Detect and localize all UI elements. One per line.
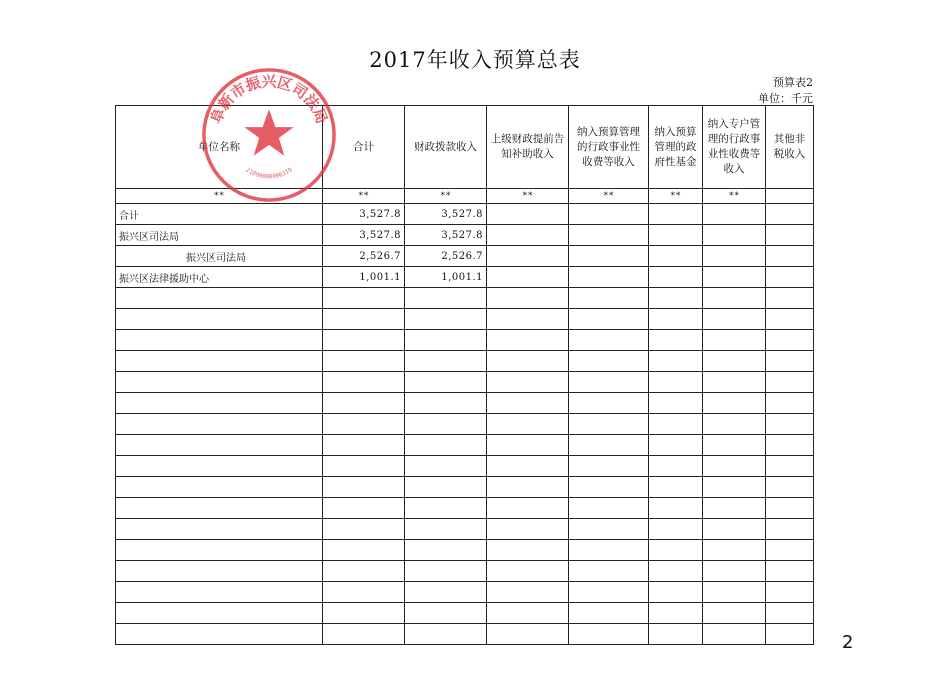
unit-name-cell: 振兴区法律援助中心 [116,267,323,288]
empty-cell [569,393,649,414]
empty-cell [405,351,487,372]
empty-cell [487,624,569,645]
empty-cell [116,330,323,351]
empty-cell [649,582,703,603]
empty-cell [766,246,814,267]
empty-cell [649,435,703,456]
mark-cell: ** [487,189,569,204]
empty-cell [569,603,649,624]
empty-cell [569,519,649,540]
table-row [116,204,814,225]
empty-cell [649,204,703,225]
empty-cell [766,267,814,288]
empty-table-row [116,393,814,414]
empty-cell [703,456,766,477]
budget-table-container [115,105,813,645]
empty-cell [116,540,323,561]
empty-cell [649,519,703,540]
empty-cell [766,225,814,246]
empty-cell [766,288,814,309]
header-row [116,106,814,189]
empty-cell [766,519,814,540]
empty-table-row [116,372,814,393]
empty-cell [405,582,487,603]
empty-cell [405,519,487,540]
empty-cell [766,435,814,456]
unit-name-cell: 合计 [116,204,323,225]
empty-cell [116,372,323,393]
empty-cell [703,372,766,393]
empty-cell [405,435,487,456]
empty-cell [569,372,649,393]
empty-cell [766,456,814,477]
empty-cell [323,456,405,477]
budget-table [115,105,814,645]
empty-cell [569,288,649,309]
empty-cell [703,624,766,645]
empty-cell [116,456,323,477]
empty-cell [487,204,569,225]
empty-cell [766,477,814,498]
empty-table-row [116,603,814,624]
empty-cell [323,288,405,309]
empty-cell [649,477,703,498]
empty-cell [487,288,569,309]
empty-cell [487,246,569,267]
empty-cell [649,393,703,414]
empty-cell [649,246,703,267]
empty-cell [116,561,323,582]
empty-cell [649,540,703,561]
empty-table-row [116,624,814,645]
empty-cell [487,540,569,561]
empty-cell [116,309,323,330]
empty-cell [703,204,766,225]
empty-cell [703,267,766,288]
empty-cell [569,204,649,225]
empty-cell [323,498,405,519]
empty-cell [703,603,766,624]
header-admin-fee-income: 纳入预算管理的行政事业性收费等收入 [569,106,649,189]
empty-cell [649,498,703,519]
mark-cell [766,189,814,204]
empty-cell [569,456,649,477]
empty-table-row [116,519,814,540]
empty-cell [703,309,766,330]
table-row [116,246,814,267]
empty-cell [703,414,766,435]
unit-label: 单位：千元 [758,92,813,105]
empty-cell [487,267,569,288]
empty-table-row [116,540,814,561]
empty-cell [116,498,323,519]
empty-cell [569,435,649,456]
header-superior-subsidy: 上级财政提前告知补助收入 [487,106,569,189]
empty-cell [323,540,405,561]
empty-cell [405,456,487,477]
empty-table-row [116,498,814,519]
empty-cell [405,372,487,393]
empty-cell [649,267,703,288]
empty-cell [766,330,814,351]
header-fiscal-appropriation: 财政拨款收入 [405,106,487,189]
empty-cell [766,540,814,561]
empty-cell [766,498,814,519]
empty-cell [116,351,323,372]
empty-cell [703,330,766,351]
mark-cell: ** [323,189,405,204]
empty-cell [649,372,703,393]
empty-cell [766,351,814,372]
fiscal-cell: 3,527.8 [405,204,487,225]
empty-cell [649,330,703,351]
empty-cell [649,288,703,309]
empty-cell [405,498,487,519]
empty-cell [766,372,814,393]
marks-row [116,189,814,204]
total-cell: 3,527.8 [323,225,405,246]
empty-cell [569,582,649,603]
empty-cell [569,477,649,498]
unit-name-cell: 振兴区司法局 [116,246,323,267]
total-cell: 3,527.8 [323,204,405,225]
empty-table-row [116,456,814,477]
empty-cell [487,456,569,477]
table-row [116,225,814,246]
empty-cell [323,435,405,456]
empty-cell [487,519,569,540]
empty-cell [116,393,323,414]
empty-cell [116,519,323,540]
empty-cell [766,309,814,330]
empty-cell [487,393,569,414]
empty-cell [323,582,405,603]
empty-cell [405,624,487,645]
header-other-nontax: 其他非税收入 [766,106,814,189]
empty-cell [487,330,569,351]
empty-cell [323,351,405,372]
empty-cell [703,288,766,309]
empty-cell [766,561,814,582]
empty-cell [703,540,766,561]
empty-cell [405,414,487,435]
empty-cell [569,540,649,561]
empty-cell [703,561,766,582]
empty-cell [487,561,569,582]
empty-cell [323,603,405,624]
seal-text: 阜新市振兴区司法局 [207,73,331,127]
empty-cell [569,624,649,645]
empty-table-row [116,582,814,603]
empty-cell [703,351,766,372]
empty-cell [323,372,405,393]
empty-table-row [116,435,814,456]
total-cell: 2,526.7 [323,246,405,267]
empty-cell [487,309,569,330]
empty-cell [487,582,569,603]
empty-cell [487,603,569,624]
empty-cell [116,603,323,624]
empty-table-row [116,477,814,498]
empty-cell [649,414,703,435]
header-government-fund: 纳入预算管理的政府性基金 [649,106,703,189]
empty-cell [487,498,569,519]
fiscal-cell: 1,001.1 [405,267,487,288]
table-row [116,267,814,288]
empty-cell [323,309,405,330]
empty-cell [323,477,405,498]
empty-cell [116,435,323,456]
empty-cell [766,414,814,435]
empty-cell [405,288,487,309]
empty-cell [569,330,649,351]
empty-cell [487,414,569,435]
fiscal-cell: 2,526.7 [405,246,487,267]
empty-cell [649,225,703,246]
empty-cell [323,519,405,540]
empty-cell [703,519,766,540]
mark-cell: ** [703,189,766,204]
empty-cell [649,624,703,645]
mark-cell: ** [405,189,487,204]
header-special-account-fee: 纳入专户管理的行政事业性收费等收入 [703,106,766,189]
empty-cell [569,267,649,288]
empty-cell [703,246,766,267]
empty-cell [703,477,766,498]
empty-cell [116,288,323,309]
empty-cell [323,414,405,435]
empty-cell [323,393,405,414]
empty-cell [569,561,649,582]
empty-cell [405,393,487,414]
empty-cell [649,603,703,624]
empty-table-row [116,414,814,435]
empty-cell [487,372,569,393]
empty-cell [569,225,649,246]
empty-cell [703,435,766,456]
empty-cell [405,603,487,624]
empty-cell [405,330,487,351]
empty-table-row [116,330,814,351]
empty-cell [649,309,703,330]
total-cell: 1,001.1 [323,267,405,288]
empty-table-row [116,288,814,309]
empty-cell [703,225,766,246]
empty-cell [405,477,487,498]
header-total: 合计 [323,106,405,189]
empty-cell [649,351,703,372]
empty-cell [487,477,569,498]
empty-cell [649,456,703,477]
page-number: 2 [842,632,854,653]
form-number: 预算表2 [773,76,813,89]
empty-table-row [116,561,814,582]
empty-cell [569,414,649,435]
empty-cell [487,435,569,456]
mark-cell: ** [569,189,649,204]
empty-cell [323,561,405,582]
empty-cell [405,561,487,582]
empty-cell [569,498,649,519]
table-body [116,204,814,645]
empty-cell [766,204,814,225]
empty-cell [116,582,323,603]
empty-cell [116,624,323,645]
empty-cell [405,309,487,330]
empty-cell [766,624,814,645]
empty-cell [116,477,323,498]
empty-cell [703,498,766,519]
empty-cell [569,351,649,372]
empty-cell [703,393,766,414]
empty-table-row [116,351,814,372]
empty-cell [487,351,569,372]
empty-cell [649,561,703,582]
document-title: 2017年收入预算总表 [369,48,581,72]
empty-cell [323,330,405,351]
empty-cell [766,603,814,624]
mark-cell: ** [649,189,703,204]
seal-digits: 21090000000319 [244,167,294,181]
header-unit-name: 单位名称 [116,106,323,189]
empty-cell [703,582,766,603]
empty-cell [569,309,649,330]
empty-cell [405,540,487,561]
empty-cell [487,225,569,246]
empty-cell [569,246,649,267]
empty-table-row [116,309,814,330]
empty-cell [766,393,814,414]
unit-name-cell: 振兴区司法局 [116,225,323,246]
empty-cell [766,582,814,603]
fiscal-cell: 3,527.8 [405,225,487,246]
empty-cell [116,414,323,435]
mark-cell: ** [116,189,323,204]
empty-cell [323,624,405,645]
